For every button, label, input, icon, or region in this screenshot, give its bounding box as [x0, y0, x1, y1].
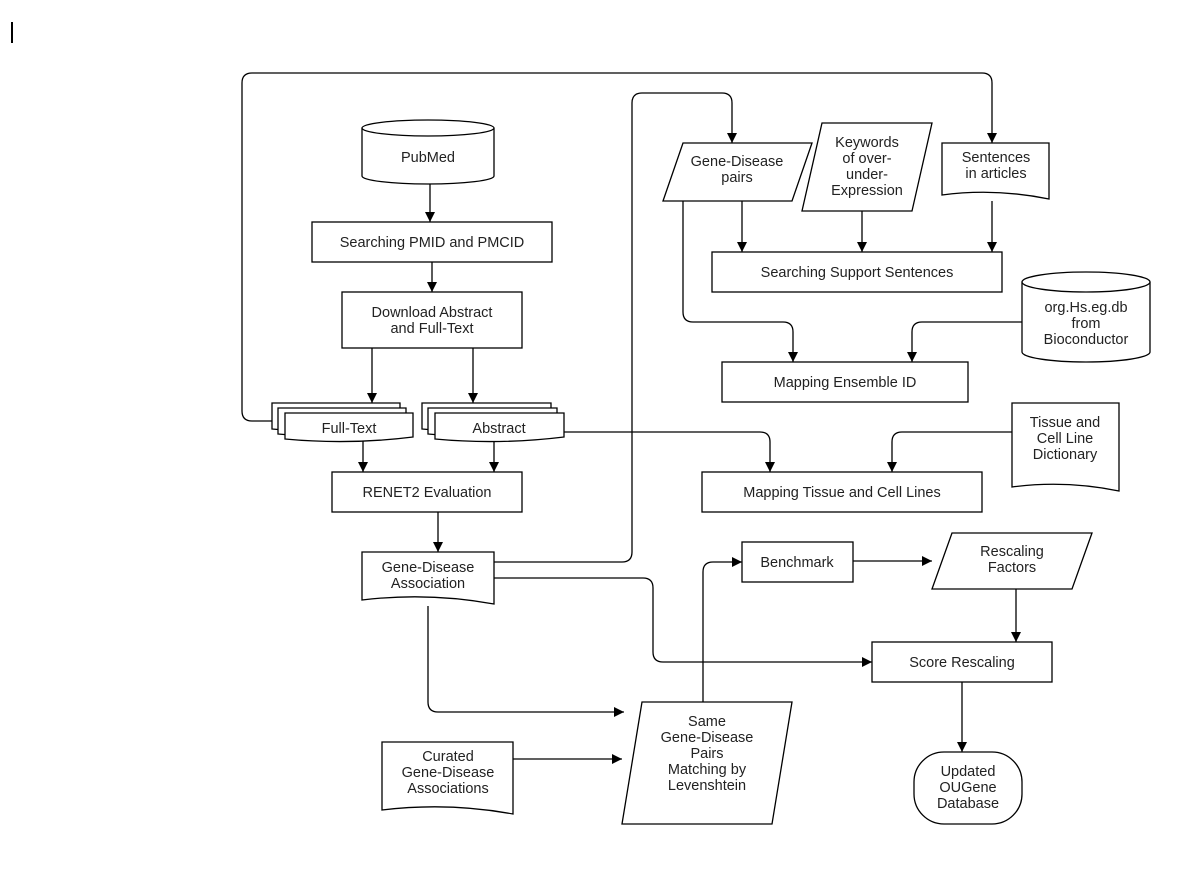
node-org-hs-eg-db: [1022, 272, 1150, 362]
edge-gda-score-rescaling: [494, 578, 872, 662]
label-line: PubMed: [400, 150, 456, 166]
node-renet2-evaluation: [332, 472, 522, 512]
score-rescaling-label: [909, 655, 1015, 671]
node-curated-associations: [382, 742, 513, 814]
tissue-map-label: [743, 485, 940, 501]
updated-label: [937, 764, 999, 812]
node-download-abstract-fulltext: [342, 292, 522, 348]
label-line: Factors: [987, 560, 1037, 576]
label-line: under-: [846, 167, 888, 183]
tissue-dict-label: [1030, 415, 1100, 463]
rescaling-factors-label: [980, 544, 1044, 576]
label-line: OUGene: [939, 780, 997, 796]
label-line: Full-Text: [321, 421, 377, 437]
node-updated-ougene-database: [914, 752, 1022, 824]
label-line: org.Hs.eg.db: [1044, 300, 1128, 316]
edge-abstract-tissue-map: [564, 432, 770, 472]
label-line: and Full-Text: [390, 321, 474, 337]
label-line: Score Rescaling: [909, 655, 1015, 671]
node-rescaling-factors: [932, 533, 1092, 589]
node-abstract-documents: [422, 403, 564, 442]
label-line: Expression: [831, 183, 903, 199]
node-mapping-tissue-cell-lines: [702, 472, 982, 512]
label-line: of over-: [842, 151, 892, 167]
label-line: Abstract: [472, 421, 526, 437]
node-pubmed: [362, 120, 494, 184]
label-line: Matching by: [667, 762, 747, 778]
node-mapping-ensemble-id: [722, 362, 968, 402]
label-line: Database: [936, 796, 1000, 812]
node-searching-pmid: [312, 222, 552, 262]
label-line: Updated: [940, 764, 996, 780]
edge-tissuedict-tissuemap: [892, 432, 1012, 472]
label-line: pairs: [721, 170, 753, 186]
label-line: Gene-Disease: [660, 730, 754, 746]
label-line: Keywords: [835, 135, 899, 151]
label-line: Associations: [407, 781, 489, 797]
node-benchmark: [742, 542, 853, 582]
renet2-label: [363, 485, 492, 501]
edge-gda-same-pairs: [428, 606, 624, 712]
node-gene-disease-association: [362, 552, 494, 604]
label-line: Mapping Ensemble ID: [773, 375, 917, 391]
label-line: Gene-Disease: [401, 765, 495, 781]
abstract-label: [472, 421, 525, 437]
label-line: Gene-Disease: [381, 560, 475, 576]
label-line: Rescaling: [980, 544, 1044, 560]
label-line: Cell Line: [1036, 431, 1094, 447]
label-line: from: [1071, 316, 1101, 332]
node-searching-support-sentences: [712, 252, 1002, 292]
label-line: Tissue and: [1029, 415, 1101, 431]
label-line: Sentences: [961, 150, 1031, 166]
pubmed-label: [401, 150, 455, 166]
label-line: Dictionary: [1032, 447, 1098, 463]
label-line: Mapping Tissue and Cell Lines: [743, 485, 941, 501]
sentences-label: [962, 150, 1031, 182]
label-line: Bioconductor: [1043, 332, 1129, 348]
fulltext-label: [322, 421, 377, 437]
ensemble-label: [774, 375, 917, 391]
searching-pmid-label: [340, 235, 525, 251]
label-line: Levenshtein: [667, 778, 747, 794]
label-line: Association: [390, 576, 466, 592]
node-keywords-expression: [802, 123, 932, 211]
node-sentences-in-articles: [942, 143, 1049, 199]
label-line: Same: [688, 714, 726, 730]
support-label: [761, 265, 954, 281]
label-line: Searching Support Sentences: [760, 265, 954, 281]
label-line: Benchmark: [760, 555, 834, 571]
label-line: Gene-Disease: [690, 154, 784, 170]
label-line: Searching PMID and PMCID: [339, 235, 525, 251]
label-line: in articles: [965, 166, 1027, 182]
node-gene-disease-pairs: [663, 143, 812, 201]
benchmark-label: [760, 555, 834, 571]
label-line: Curated: [422, 749, 474, 765]
edge-orghs-ensemble: [912, 322, 1022, 362]
node-tissue-dictionary: [1012, 403, 1119, 491]
edge-same-pairs-benchmark: [703, 562, 742, 702]
gda-label: [382, 560, 475, 592]
node-same-gene-disease-pairs: [622, 702, 792, 824]
label-line: Download Abstract: [371, 305, 493, 321]
node-fulltext-documents: [272, 403, 413, 442]
node-score-rescaling: [872, 642, 1052, 682]
label-line: RENET2 Evaluation: [362, 485, 492, 501]
label-line: Pairs: [690, 746, 724, 762]
